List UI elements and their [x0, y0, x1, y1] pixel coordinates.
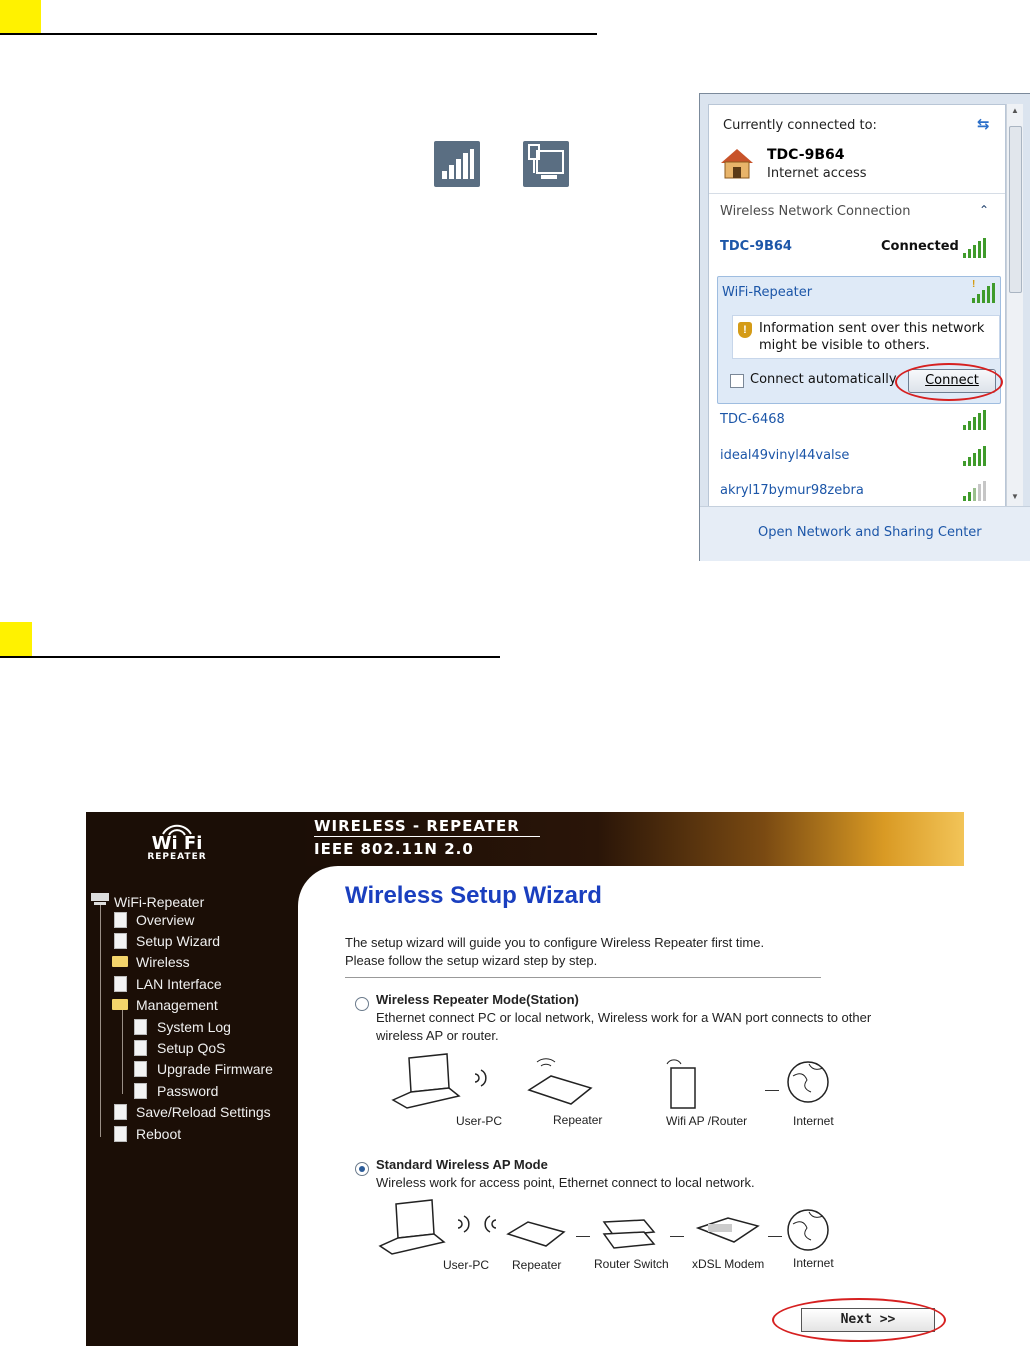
menu-setup-wizard[interactable]: Setup Wizard — [136, 933, 221, 949]
banner-title: WIRELESS - REPEATER — [314, 817, 520, 835]
connect-automatically-label: Connect automatically — [750, 372, 897, 387]
page-icon — [114, 1126, 127, 1142]
menu-lan-interface[interactable]: LAN Interface — [136, 976, 222, 992]
diagram-label: Wifi AP /Router — [666, 1114, 748, 1128]
mode1-desc-line-1: Ethernet connect PC or local network, Wireless work for a WAN port connects to other — [376, 1010, 872, 1025]
network-status: Connected — [881, 239, 959, 254]
network-flyout — [699, 93, 1030, 561]
folder-open-icon — [112, 999, 128, 1010]
router-banner — [298, 812, 964, 866]
signal-strength-icon — [963, 410, 989, 430]
scroll-up-icon[interactable]: ▲ — [1011, 106, 1019, 115]
warning-text: Information sent over this network might be visible to others. — [759, 321, 985, 353]
computer-tree-icon — [90, 892, 110, 906]
ap-mode-radio[interactable] — [355, 1162, 369, 1176]
menu-system-log[interactable]: System Log — [157, 1019, 231, 1035]
home-network-icon — [719, 147, 755, 179]
repeater-icon — [508, 1222, 564, 1246]
page-icon — [134, 1019, 147, 1035]
wired-network-icon[interactable] — [523, 141, 569, 187]
diagram-label: Repeater — [553, 1113, 603, 1127]
diagram-label: User-PC — [456, 1114, 503, 1128]
intro-line-1: The setup wizard will guide you to configure Wireless Repeater first time. — [345, 935, 765, 950]
menu-wireless[interactable]: Wireless — [136, 954, 190, 970]
next-button[interactable]: Next >> — [801, 1308, 935, 1332]
diagram-label: Repeater — [512, 1258, 562, 1272]
page-icon — [134, 1061, 147, 1077]
banner-rule — [314, 836, 540, 837]
connect-highlight-ellipse — [895, 363, 1003, 401]
connect-button[interactable]: Connect — [908, 369, 996, 393]
page-icon — [114, 933, 127, 949]
section-marker-1 — [0, 0, 41, 33]
wifi-waves-icon — [458, 1216, 496, 1232]
divider — [345, 977, 821, 978]
refresh-icon[interactable]: ⇆ — [977, 115, 990, 133]
wifi-logo: Wi Fi REPEATER — [142, 822, 212, 862]
current-network-status: Internet access — [767, 166, 867, 181]
diagram-label: xDSL Modem — [692, 1257, 765, 1271]
section-rule-1 — [0, 33, 597, 35]
diagram-label: Router Switch — [594, 1257, 669, 1271]
unsecured-signal-icon: ! — [972, 283, 998, 303]
flyout-footer — [700, 506, 1030, 561]
page-icon — [134, 1040, 147, 1056]
tree-root[interactable]: WiFi-Repeater — [114, 894, 205, 910]
network-name: ideal49vinyl44valse — [720, 448, 850, 463]
intro-line-2: Please follow the setup wizard step by step. — [345, 953, 598, 968]
network-list-panel — [708, 104, 1006, 508]
page-icon — [134, 1083, 147, 1099]
signal-strength-icon — [963, 446, 989, 466]
repeater-mode-radio[interactable] — [355, 997, 369, 1011]
banner-subtitle: IEEE 802.11N 2.0 — [314, 840, 474, 858]
mode1-desc-line-2: wireless AP or router. — [376, 1028, 499, 1043]
mode2-diagram — [378, 1198, 848, 1264]
diagram-label: User-PC — [443, 1258, 490, 1272]
page-icon — [114, 912, 127, 928]
open-network-center-link[interactable]: Open Network and Sharing Center — [758, 525, 982, 540]
wifi-waves-icon — [475, 1070, 486, 1086]
connector-line — [768, 1236, 782, 1237]
network-row-akryl17bymur98zebra[interactable] — [709, 478, 1005, 506]
wifi-router-icon — [667, 1060, 695, 1108]
menu-password[interactable]: Password — [157, 1083, 219, 1099]
mode1-title[interactable]: Wireless Repeater Mode(Station) — [376, 992, 579, 1007]
flyout-scrollbar[interactable] — [1006, 104, 1023, 506]
next-highlight-ellipse — [772, 1298, 946, 1342]
network-name: TDC-9B64 — [720, 239, 792, 254]
page-title: Wireless Setup Wizard — [345, 882, 602, 909]
network-name: akryl17bymur98zebra — [720, 483, 864, 498]
security-warning — [732, 315, 1000, 359]
section-rule-2 — [0, 656, 500, 658]
tree-line — [122, 1010, 123, 1094]
section-title: Wireless Network Connection — [720, 204, 911, 219]
connect-automatically-checkbox[interactable] — [730, 374, 744, 388]
internet-globe-icon — [788, 1210, 828, 1250]
signal-strength-icon — [963, 481, 989, 501]
menu-overview[interactable]: Overview — [136, 912, 195, 928]
router-web-ui — [86, 812, 964, 1346]
menu-reboot[interactable]: Reboot — [136, 1126, 182, 1142]
network-name: TDC-6468 — [720, 412, 785, 427]
network-row-ideal49vinyl44valse[interactable] — [709, 443, 1005, 473]
menu-setup-qos[interactable]: Setup QoS — [157, 1040, 226, 1056]
scroll-down-icon[interactable]: ▼ — [1011, 492, 1019, 501]
laptop-icon — [393, 1054, 459, 1108]
diagram-label: Internet — [793, 1256, 834, 1270]
section-marker-2 — [0, 622, 32, 657]
internet-globe-icon — [788, 1062, 828, 1102]
shield-warning-icon: ! — [738, 322, 752, 338]
page-icon — [114, 1104, 127, 1120]
page-icon — [114, 976, 127, 992]
divider — [709, 193, 1005, 194]
router-sidebar — [86, 812, 298, 1346]
mode2-desc: Wireless work for access point, Ethernet connect to local network. — [376, 1175, 755, 1190]
signal-strength-icon — [963, 238, 989, 258]
network-name: WiFi-Repeater — [722, 285, 813, 300]
mode1-diagram — [391, 1050, 851, 1120]
repeater-icon — [529, 1059, 591, 1104]
mode2-title[interactable]: Standard Wireless AP Mode — [376, 1157, 548, 1172]
tree-line — [100, 904, 101, 1137]
menu-upgrade-firmware[interactable]: Upgrade Firmware — [157, 1061, 273, 1077]
router-switch-icon — [604, 1220, 654, 1248]
network-row-tdc-6468[interactable] — [709, 407, 1005, 437]
diagram-label: Internet — [793, 1114, 834, 1128]
collapse-chevron-icon[interactable]: ⌃ — [979, 203, 990, 217]
dsl-modem-icon — [698, 1218, 758, 1242]
connector-line — [576, 1236, 590, 1237]
folder-icon — [112, 956, 128, 967]
current-network-name: TDC-9B64 — [767, 147, 845, 163]
menu-management[interactable]: Management — [136, 997, 218, 1013]
menu-save-reload[interactable]: Save/Reload Settings — [136, 1104, 271, 1120]
network-row-tdc-9b64[interactable] — [709, 233, 1005, 263]
connector-line — [670, 1236, 684, 1237]
scrollbar-thumb[interactable] — [1009, 126, 1022, 293]
wireless-signal-icon[interactable] — [434, 141, 480, 187]
laptop-icon — [380, 1200, 444, 1254]
connector-line — [765, 1090, 779, 1091]
connected-header: Currently connected to: — [723, 118, 877, 133]
